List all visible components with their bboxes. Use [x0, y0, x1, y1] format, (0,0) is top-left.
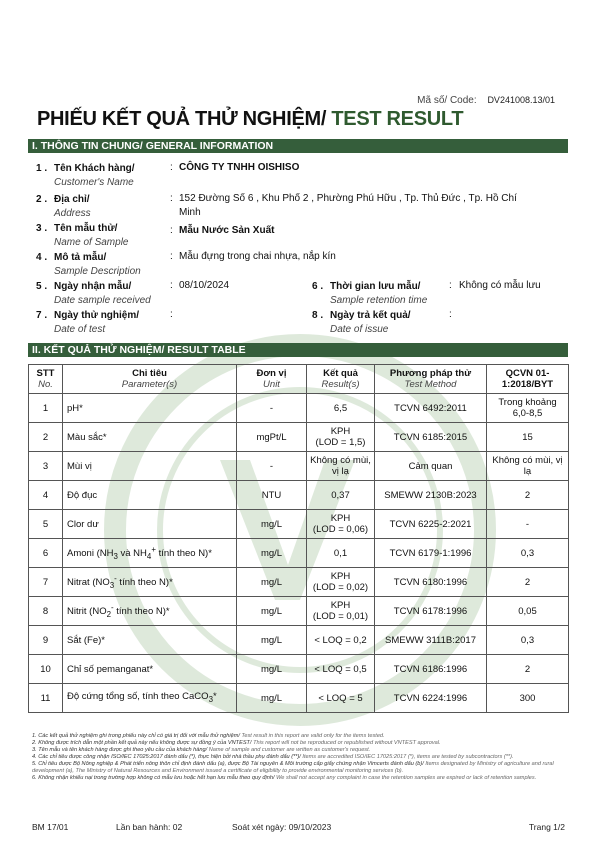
info-label-8: 8 . Ngày trả kết quả/ — [312, 310, 411, 321]
info-label-3: 3 . Tên mẫu thử/ — [36, 223, 118, 234]
note-item: 6. Không nhận khiếu nại trong trường hợp không có mẫu lưu hoặc hết hạn lưu mẫu theo quy định/ We shall not accept any complaint in case the retention samples are expired or lack of retention samples. — [32, 775, 537, 781]
info-label-2: 2 . Địa chỉ/ — [36, 194, 90, 205]
address-value-line2: Minh — [179, 207, 201, 218]
sample-description-value: Mẫu đựng trong chai nhựa, nắp kín — [179, 251, 336, 262]
table-row: 1 pH* - 6,5 TCVN 6492:2011 Trong khoảng 6,0-8,5 — [29, 394, 569, 423]
table-row: 7 Nitrat ($NO_3^-$ tính theo N)* mg/L KPH (LOD = 0,02) TCVN 6180:1996 2 — [29, 568, 569, 597]
note-item: 4. Các chỉ tiêu được công nhận ISO/IEC 17025:2017 đánh dấu (*), thực hiện bởi nhà thầu phụ đánh dấu (**)/ Items are accredited ISO/IEC 17025:2017 (*), items are tested by subcontractors (**). — [32, 754, 514, 760]
note-item: 3. Tên mẫu và tên khách hàng được ghi theo yêu cầu của khách hàng/ Name of sample and customer are written as customer's request. — [32, 747, 371, 753]
info-label-1: 1 . Tên Khách hàng/ — [36, 163, 135, 174]
retention-time-value: Không có mẫu lưu — [459, 280, 541, 291]
document-code — [417, 95, 555, 106]
footer-form-code: BM 17/01 — [32, 822, 69, 832]
table-row: 4 Độ đục NTU 0,37 SMEWW 2130B:2023 2 — [29, 481, 569, 510]
table-row: 9 Sắt (Fe)* mg/L < LOQ = 0,2 SMEWW 3111B:2017 0,3 — [29, 626, 569, 655]
table-row: 8 Nitrit ($NO_2^-$ tính theo N)* mg/L KPH (LOD = 0,01) TCVN 6178:1996 0,05 — [29, 597, 569, 626]
page-title — [37, 108, 463, 131]
info-sub-1: Customer's Name — [54, 177, 134, 188]
result-table — [28, 364, 569, 713]
table-header-row — [29, 365, 569, 394]
info-label-4: 4 . Mô tả mẫu/ — [36, 252, 107, 263]
table-row: 10 Chỉ số pemanganat* mg/L < LOQ = 0,5 TCVN 6186:1996 2 — [29, 655, 569, 684]
col-result-header: Kết quả Result(s) — [307, 365, 375, 394]
title-vi: PHIẾU KẾT QUẢ THỬ NGHIỆM/ — [37, 108, 327, 130]
title-en: TEST RESULT — [326, 108, 464, 130]
info-label-6: 6 . Thời gian lưu mẫu/ — [312, 281, 421, 292]
code-value: DV241008.13/01 — [487, 95, 555, 105]
col-method-header: Phương pháp thử Test Method — [375, 365, 487, 394]
info-label-7: 7 . Ngày thử nghiệm/ — [36, 310, 140, 321]
footer-review-date: Soát xét ngày: 09/10/2023 — [232, 822, 332, 832]
note-item: 2. Không được trích dẫn một phần kết quả này nếu không được sự đồng ý của VNTEST/ This report will not be reproduced or republished without VNTEST approval. — [32, 740, 441, 746]
info-sub-4: Sample Description — [54, 266, 141, 277]
code-label: Mã số/ Code: — [417, 95, 477, 106]
section-general-info-header: I. THÔNG TIN CHUNG/ GENERAL INFORMATION — [28, 139, 568, 153]
col-unit-header: Đơn vị Unit — [237, 365, 307, 394]
info-sub-8: Date of issue — [330, 324, 389, 335]
table-row: 6 Amoni ($NH_3$ và $NH_4^+$ tính theo N)* mg/L 0,1 TCVN 6179-1:1996 0,3 — [29, 539, 569, 568]
info-sub-5: Date sample received — [54, 295, 151, 306]
table-row: 2 Màu sắc* mgPt/L KPH (LOD = 1,5) TCVN 6185:2015 15 — [29, 423, 569, 452]
col-no-header: STT No. — [29, 365, 63, 394]
table-row: 3 Mùi vị - Không có mùi, vị lạ Cảm quan Không có mùi, vị lạ — [29, 452, 569, 481]
section-result-table-header: II. KẾT QUẢ THỬ NGHIỆM/ RESULT TABLE — [28, 343, 568, 357]
table-row: 11 Độ cứng tổng số, tính theo CaCO$_3$* mg/L < LOQ = 5 TCVN 6224:1996 300 — [29, 684, 569, 713]
col-limit-header: QCVN 01- 1:2018/BYT — [487, 365, 569, 394]
info-sub-7: Date of test — [54, 324, 106, 335]
note-item: 5. Chỉ tiêu được Bộ Nông nghiệp & Phát triển nông thôn chỉ định đánh dấu (a), được Bộ Tài nguyên & Môi trường cấp giấy chứng nhận Vimcerts đánh dấu (b)/ Items designated by Ministry of agriculture and rural development (a), The Ministry of Natural Resources and Environment issued a certificate of eligibility to provide environmental monitoring services (b). — [32, 761, 554, 774]
date-received-value: 08/10/2024 — [179, 280, 230, 291]
info-sub-6: Sample retention time — [330, 295, 428, 306]
footer-page-number: Trang 1/2 — [528, 822, 565, 832]
notes — [32, 733, 562, 782]
info-label-5: 5 . Ngày nhận mẫu/ — [36, 281, 132, 292]
footer-edition: Lần ban hành: 02 — [116, 822, 183, 832]
table-row: 5 Clor dư mg/L KPH (LOD = 0,06) TCVN 6225-2:2021 - — [29, 510, 569, 539]
info-sub-3: Name of Sample — [54, 237, 129, 248]
info-sub-2: Address — [54, 208, 91, 219]
col-param-header: Chỉ tiêu Parameter(s) — [63, 365, 237, 394]
customer-name-value: CÔNG TY TNHH OISHISO — [179, 162, 300, 173]
sample-name-value: Mẫu Nước Sản Xuất — [179, 225, 275, 236]
address-value: 152 Đường Số 6 , Khu Phố 2 , Phường Phú Hữu , Tp. Thủ Đức , Tp. Hồ Chí — [179, 193, 517, 204]
note-item: 1. Các kết quả thử nghiệm ghi trong phiếu này chỉ có giá trị đối với mẫu thử nghiệm/ Test result in this report are valid only for the items tested. — [32, 733, 385, 739]
